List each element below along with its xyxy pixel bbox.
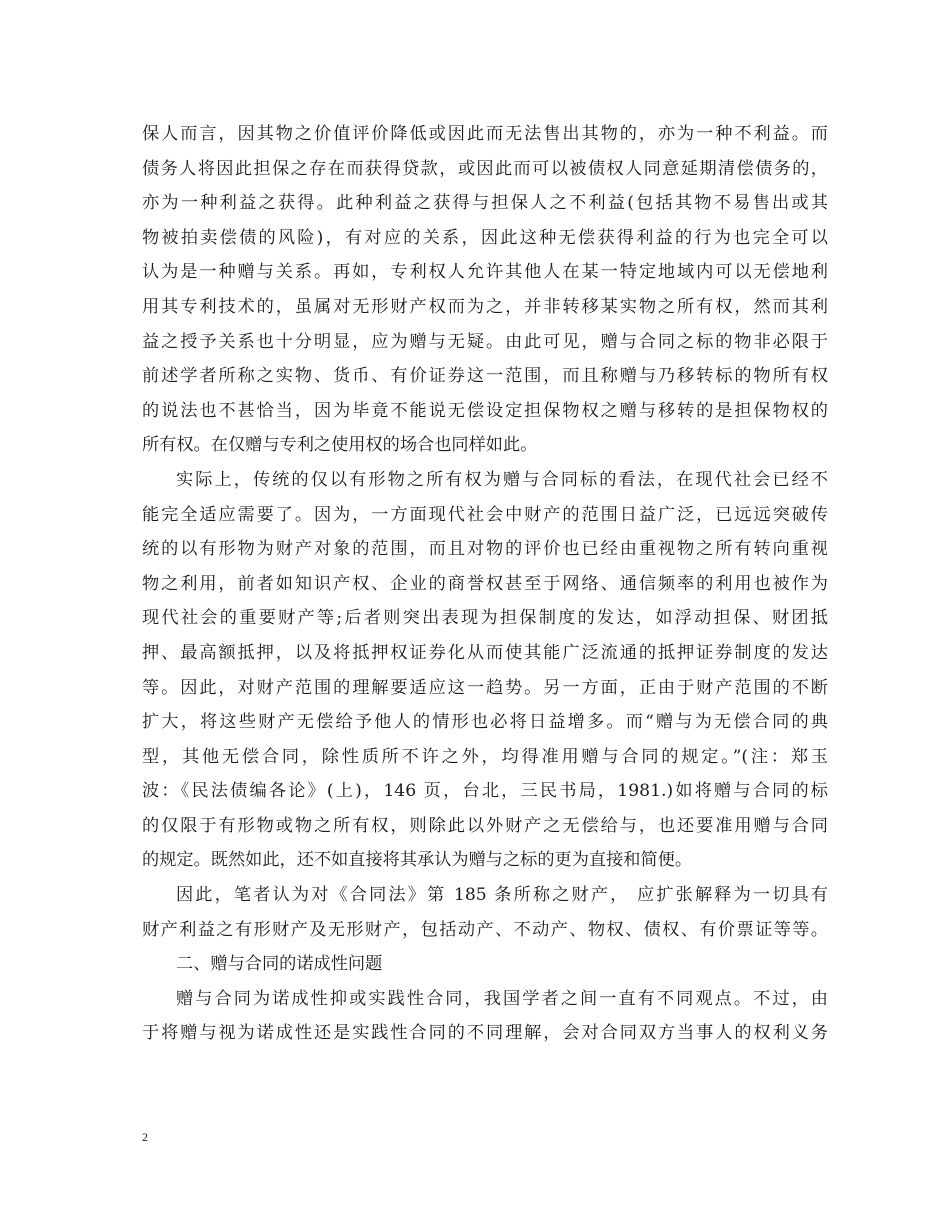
text-line: 债务人将因此担保之存在而获得贷款，或因此而可以被债权人同意延期清偿债务的，	[142, 158, 828, 179]
text-line: 亦为一种利益之获得。此种利益之获得与担保人之不利益(包括其物不易售出或其	[142, 193, 828, 214]
paragraph-start-line: 实际上，传统的仅以有形物之所有权为赠与合同标的看法，在现代社会已经不	[176, 469, 828, 490]
section-heading: 二、赠与合同的诺成性问题	[176, 954, 383, 975]
text-line: 押、最高额抵押，以及将抵押权证券化从而使其能广泛流通的抵押证券制度的发达	[142, 642, 828, 663]
text-line: 所有权。在仅赠与专利之使用权的场合也同样如此。	[142, 435, 538, 456]
text-line: 的说法也不甚恰当，因为毕竟不能说无偿设定担保物权之赠与移转的是担保物权的	[142, 400, 828, 421]
text-line: 保人而言，因其物之价值评价降低或因此而无法售出其物的，亦为一种不利益。而	[142, 124, 828, 144]
text-line: 财产利益之有形财产及无形财产，包括动产、不动产、物权、债权、有价票证等等。	[142, 919, 828, 940]
text-line: 前述学者所称之实物、货币、有价证券这一范围，而且称赠与乃移转标的物所有权	[142, 366, 828, 387]
page-number: 2	[142, 1130, 148, 1144]
text-line: 扩大，将这些财产无偿给予他人的情形也必将日益增多。而“赠与为无偿合同的典	[142, 712, 828, 733]
text-line: 波：《民法债编各论》(上)，146 页，台北，三民书局，1981.)如将赠与合同的标	[142, 781, 828, 802]
text-line: 认为是一种赠与关系。再如，专利权人允许其他人在某一特定地域内可以无偿地利	[142, 262, 828, 283]
paragraph-start-line: 赠与合同为诺成性抑或实践性合同，我国学者之间一直有不同观点。不过，由	[176, 988, 828, 1009]
text-line: 的规定。既然如此，还不如直接将其承认为赠与之标的更为直接和简便。	[142, 850, 693, 871]
paragraph-start-line: 因此，笔者认为对《合同法》第 185 条所称之财产， 应扩张解释为一切具有	[176, 885, 828, 906]
text-line: 统的以有形物为财产对象的范围，而且对物的评价也已经由重视物之所有转向重视	[142, 539, 828, 560]
text-line: 能完全适应需要了。因为，一方面现代社会中财产的范围日益广泛，已远远突破传	[142, 504, 828, 525]
text-line: 现代社会的重要财产等;后者则突出表现为担保制度的发达，如浮动担保、财团抵	[142, 608, 828, 629]
text-line: 用其专利技术的，虽属对无形财产权而为之，并非转移某实物之所有权，然而其利	[142, 296, 828, 317]
text-line: 等。因此，对财产范围的理解要适应这一趋势。另一方面，正由于财产范围的不断	[142, 677, 828, 698]
text-line: 于将赠与视为诺成性还是实践性合同的不同理解，会对合同双方当事人的权利义务	[142, 1023, 828, 1044]
text-line: 益之授予关系也十分明显，应为赠与无疑。由此可见，赠与合同之标的物非必限于	[142, 331, 828, 352]
document-body	[142, 117, 828, 1051]
text-line: 的仅限于有形物或物之所有权，则除此以外财产之无偿给与，也还要准用赠与合同	[142, 815, 828, 836]
text-line: 物被拍卖偿债的风险)，有对应的关系，因此这种无偿获得利益的行为也完全可以	[142, 227, 828, 248]
text-line: 物之利用，前者如知识产权、企业的商誉权甚至于网络、通信频率的利用也被作为	[142, 573, 828, 594]
text-line: 型，其他无偿合同，除性质所不许之外，均得准用赠与合同的规定。”(注：郑玉	[142, 746, 828, 767]
